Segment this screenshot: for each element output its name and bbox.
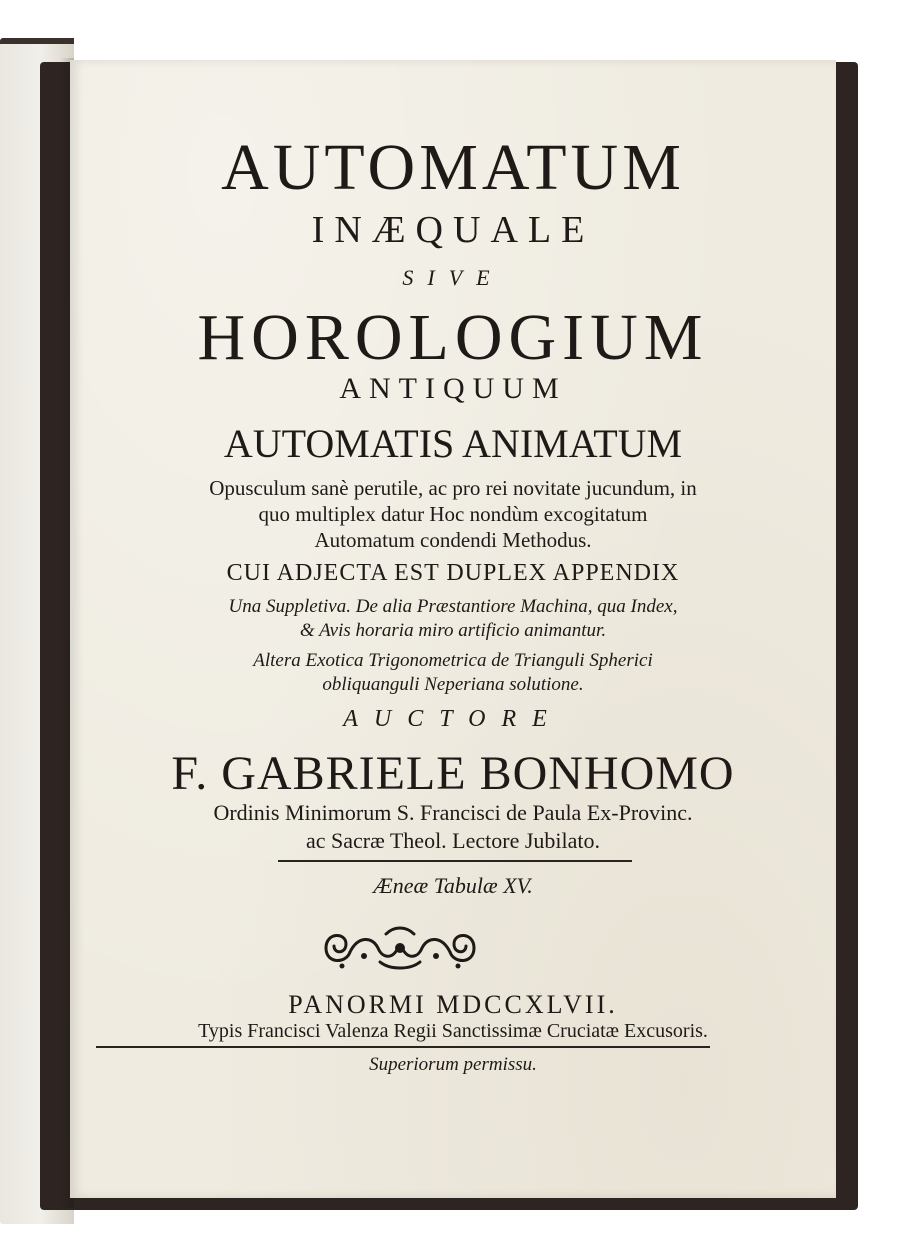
appendix-2-line: obliquanguli Neperiana solutione.	[322, 674, 584, 695]
imprint-place-date: PANORMI MDCCXLVII.	[288, 990, 618, 1019]
title-line-3: SIVE	[402, 265, 504, 290]
title-line-5: ANTIQUUM	[339, 372, 567, 405]
appendix-1-line: & Avis horaria miro artificio animantur.	[299, 620, 607, 641]
description-line: Opusculum sanè perutile, ac pro rei novitate jucundum, in	[209, 476, 697, 500]
title-line-4: HOROLOGIUM	[197, 301, 709, 374]
description-line: quo multiplex datur Hoc nondùm excogitatum	[258, 502, 648, 526]
plates-note: Æneæ Tabulæ XV.	[373, 873, 533, 898]
auctore-label: AUCTORE	[343, 706, 563, 732]
imprint-printer: Typis Francisci Valenza Regii Sanctissimæ Cruciatæ Excusoris.	[198, 1020, 708, 1042]
title-line-1: AUTOMATUM	[221, 131, 685, 204]
title-line-6: AUTOMATIS ANIMATUM	[223, 421, 683, 466]
description-line: Automatum condendi Methodus.	[314, 528, 592, 552]
permission-note: Superiorum permissu.	[369, 1054, 537, 1075]
printers-ornament-icon	[320, 922, 480, 974]
title-page	[70, 60, 836, 1198]
author-order-line: ac Sacræ Theol. Lectore Jubilato.	[305, 828, 601, 853]
author-name: F. GABRIELE BONHOMO	[171, 747, 735, 800]
divider-rule	[278, 860, 632, 862]
title-line-2: INÆQUALE	[311, 209, 595, 251]
author-order-line: Ordinis Minimorum S. Francisci de Paula Ex-Provinc.	[213, 800, 693, 825]
imprint-rule	[96, 1046, 710, 1048]
appendix-1-line: Una Suppletiva. De alia Præstantiore Machina, qua Index,	[228, 596, 678, 617]
appendix-2-line: Altera Exotica Trigonometrica de Trianguli Spherici	[253, 650, 653, 671]
appendix-heading: CUI ADJECTA EST DUPLEX APPENDIX	[226, 560, 680, 586]
